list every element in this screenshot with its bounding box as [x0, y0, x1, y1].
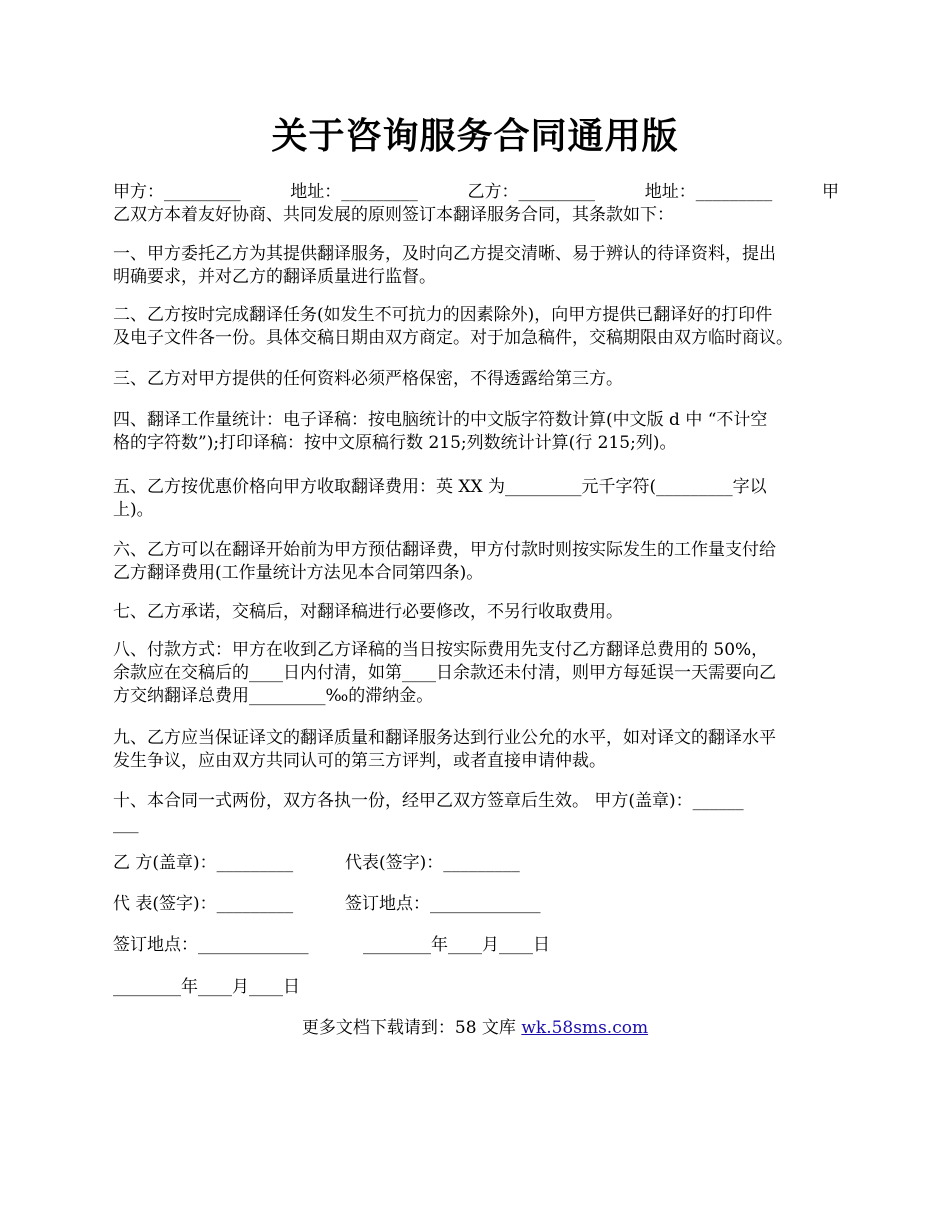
party-b-field: 乙方：_________ [467, 182, 595, 202]
party-b-address-field: 地址：_________ [644, 182, 773, 202]
clause-line: 乙方翻译费用(工作量统计方法见本合同第四条)。 [113, 563, 484, 583]
clause-line: 方交纳翻译总费用_________‰的滞纳金。 [113, 686, 434, 706]
parties-header [113, 181, 839, 204]
clause-line: 九、乙方应当保证译文的翻译质量和翻译服务达到行业公允的水平，如对译文的翻译水平 [113, 728, 776, 748]
clause-line: 格的字符数”);打印译稿：按中文原稿行数 215;列数统计计算(行 215;列)。 [113, 433, 677, 453]
clause-line: 及电子文件各一份。具体交稿日期由双方商定。对于加急稿件，交稿期限由双方临时商议。 [113, 328, 793, 348]
signing-place-line: 签订地点：_____________ [113, 935, 309, 955]
clause-line: 十、本合同一式两份，双方各执一份，经甲乙双方签章后生效。 甲方(盖章)：______ [113, 791, 744, 811]
clause-7 [113, 601, 853, 624]
signing-place-line: 签订地点：_____________ [345, 894, 541, 914]
clause-10 [113, 790, 853, 836]
clause-line: 明确要求，并对乙方的翻译质量进行监督。 [113, 267, 436, 287]
clause-line: 发生争议，应由双方共同认可的第三方评判，或者直接申请仲裁。 [113, 751, 606, 771]
clause-3 [113, 368, 853, 391]
representative-sign-line: 代表(签字)：_________ [345, 853, 520, 873]
document-title: 关于咨询服务合同通用版 [271, 115, 679, 157]
header-tail: 甲 [822, 182, 839, 202]
clause-line: 一、甲方委托乙方为其提供翻译服务，及时向乙方提交清晰、易于辨认的待译资料，提出 [113, 244, 776, 264]
clause-line: ___ [113, 814, 139, 834]
clause-line: 八、付款方式：甲方在收到乙方译稿的当日按实际费用先支付乙方翻译总费用的 50%， [113, 640, 769, 660]
clause-line: 二、乙方按时完成翻译任务(如发生不可抗力的因素除外)，向甲方提供已翻译好的打印件 [113, 305, 773, 325]
clause-line: 上)。 [113, 500, 154, 520]
clause-line: 余款应在交稿后的____日内付清，如第____日余款还未付清，则甲方每延误一天需要向乙 [113, 663, 776, 683]
representative-sign-line: 代 表(签字)：_________ [113, 894, 294, 914]
clause-1 [113, 243, 853, 289]
party-a-field: 甲方：_________ [113, 182, 241, 202]
date-line: ________年____月____日 [363, 935, 550, 955]
footer [0, 1017, 950, 1040]
party-a-address-field: 地址：_________ [290, 182, 418, 202]
clause-line: 七、乙方承诺，交稿后，对翻译稿进行必要修改，不另行收取费用。 [113, 602, 623, 622]
clause-8 [113, 639, 853, 708]
footer-text: 更多文档下载请到：58 文库 [301, 1018, 522, 1038]
clause-line: 四、翻译工作量统计：电子译稿：按电脑统计的中文版字符数计算(中文版 d 中 “不计空 [113, 410, 768, 430]
clause-line: 三、乙方对甲方提供的任何资料必须严格保密，不得透露给第三方。 [113, 369, 623, 389]
clause-2 [113, 304, 853, 350]
clause-6 [113, 539, 853, 585]
footer-link[interactable]: wk.58sms.com [521, 1018, 649, 1038]
intro-line: 乙双方本着友好协商、共同发展的原则签订本翻译服务合同，其条款如下： [113, 205, 674, 225]
date-line: ________年____月____日 [113, 977, 300, 997]
party-b-seal-line: 乙 方(盖章)：_________ [113, 853, 294, 873]
clause-line: 五、乙方按优惠价格向甲方收取翻译费用：英 XX 为_________元千字符(_________字以 [113, 477, 767, 497]
clause-5 [113, 476, 853, 522]
clause-4 [113, 409, 853, 455]
clause-line: 六、乙方可以在翻译开始前为甲方预估翻译费，甲方付款时则按实际发生的工作量支付给 [113, 540, 776, 560]
clause-9 [113, 727, 853, 773]
